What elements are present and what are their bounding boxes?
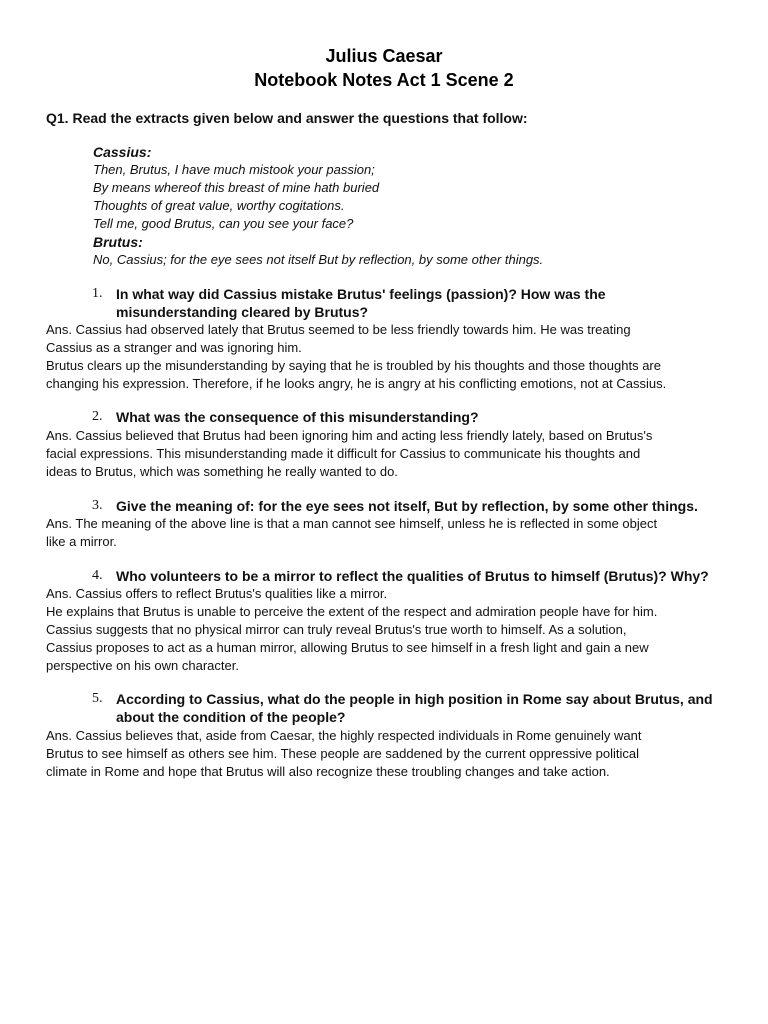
question-text: Who volunteers to be a mirror to reflect the qualities of Brutus to himself (Brutus)? Why? (116, 568, 709, 584)
speaker-brutus: Brutus: (93, 234, 143, 250)
document-subtitle: Notebook Notes Act 1 Scene 2 (254, 70, 514, 90)
question-text: According to Cassius, what do the people in high position in Rome say about Brutus, and about the condition of the people? (116, 691, 713, 725)
speaker-cassius: Cassius: (93, 144, 152, 160)
answer-line: Ans. The meaning of the above line is that a man cannot see himself, unless he is reflected in some object (46, 516, 658, 531)
question-number: 5. (92, 691, 103, 706)
extract-line: No, Cassius; for the eye sees not itself But by reflection, by some other things. (93, 252, 544, 267)
answer-line: Ans. Cassius believed that Brutus had been ignoring him and acting less friendly lately, based on Brutus's (46, 428, 653, 443)
answer-4 (46, 585, 736, 675)
question-text: In what way did Cassius mistake Brutus' feelings (passion)? How was the misunderstanding cleared by Brutus? (116, 286, 606, 320)
extract-line: Tell me, good Brutus, can you see your face? (93, 216, 354, 231)
extract-block (93, 143, 733, 269)
answer-line: perspective on his own character. (46, 658, 239, 673)
extract-line: By means whereof this breast of mine hath buried (93, 180, 380, 195)
answer-line: climate in Rome and hope that Brutus will also recognize these troubling changes and take action. (46, 764, 610, 779)
question-3 (46, 497, 736, 515)
answer-2 (46, 427, 736, 481)
answer-line: Cassius proposes to act as a human mirror, allowing Brutus to see himself in a fresh light and gain a new (46, 640, 649, 655)
question-number: 2. (92, 409, 103, 424)
answer-line: Ans. Cassius had observed lately that Brutus seemed to be less friendly towards him. He was treating (46, 322, 631, 337)
question-text: Give the meaning of: for the eye sees not itself, But by reflection, by some other things. (116, 498, 698, 514)
answer-line: ideas to Brutus, which was something he really wanted to do. (46, 464, 398, 479)
answer-3 (46, 515, 736, 551)
answer-line: Brutus clears up the misunderstanding by saying that he is troubled by his thoughts and those thoughts are (46, 358, 661, 373)
question-4 (46, 567, 736, 585)
answer-5 (46, 727, 736, 781)
question-number: 3. (92, 498, 103, 513)
answer-line: Cassius as a stranger and was ignoring him. (46, 340, 302, 355)
answer-line: Cassius suggests that no physical mirror can truly reveal Brutus's true worth to himself. As a solution, (46, 622, 627, 637)
answer-line: like a mirror. (46, 534, 117, 549)
question-number: 1. (92, 286, 103, 301)
instruction-heading: Q1. Read the extracts given below and answer the questions that follow: (46, 110, 528, 126)
answer-line: He explains that Brutus is unable to perceive the extent of the respect and admiration people have for him. (46, 604, 658, 619)
answer-line: changing his expression. Therefore, if he looks angry, he is angry at his conflicting emotions, not at Cassius. (46, 376, 667, 391)
answer-line: Ans. Cassius offers to reflect Brutus's qualities like a mirror. (46, 586, 388, 601)
question-5 (46, 690, 736, 726)
answer-1 (46, 321, 736, 393)
extract-line: Then, Brutus, I have much mistook your passion; (93, 162, 375, 177)
extract-line: Thoughts of great value, worthy cogitations. (93, 198, 345, 213)
question-2 (46, 408, 736, 426)
document-title: Julius Caesar (325, 46, 443, 66)
answer-line: Brutus to see himself as others see him. These people are saddened by the current oppressive political (46, 746, 640, 761)
answer-line: facial expressions. This misunderstanding made it difficult for Cassius to communicate his thoughts and (46, 446, 641, 461)
answer-line: Ans. Cassius believes that, aside from Caesar, the highly respected individuals in Rome genuinely want (46, 728, 642, 743)
question-number: 4. (92, 568, 103, 583)
question-1 (46, 285, 736, 321)
question-text: What was the consequence of this misunderstanding? (116, 409, 479, 425)
